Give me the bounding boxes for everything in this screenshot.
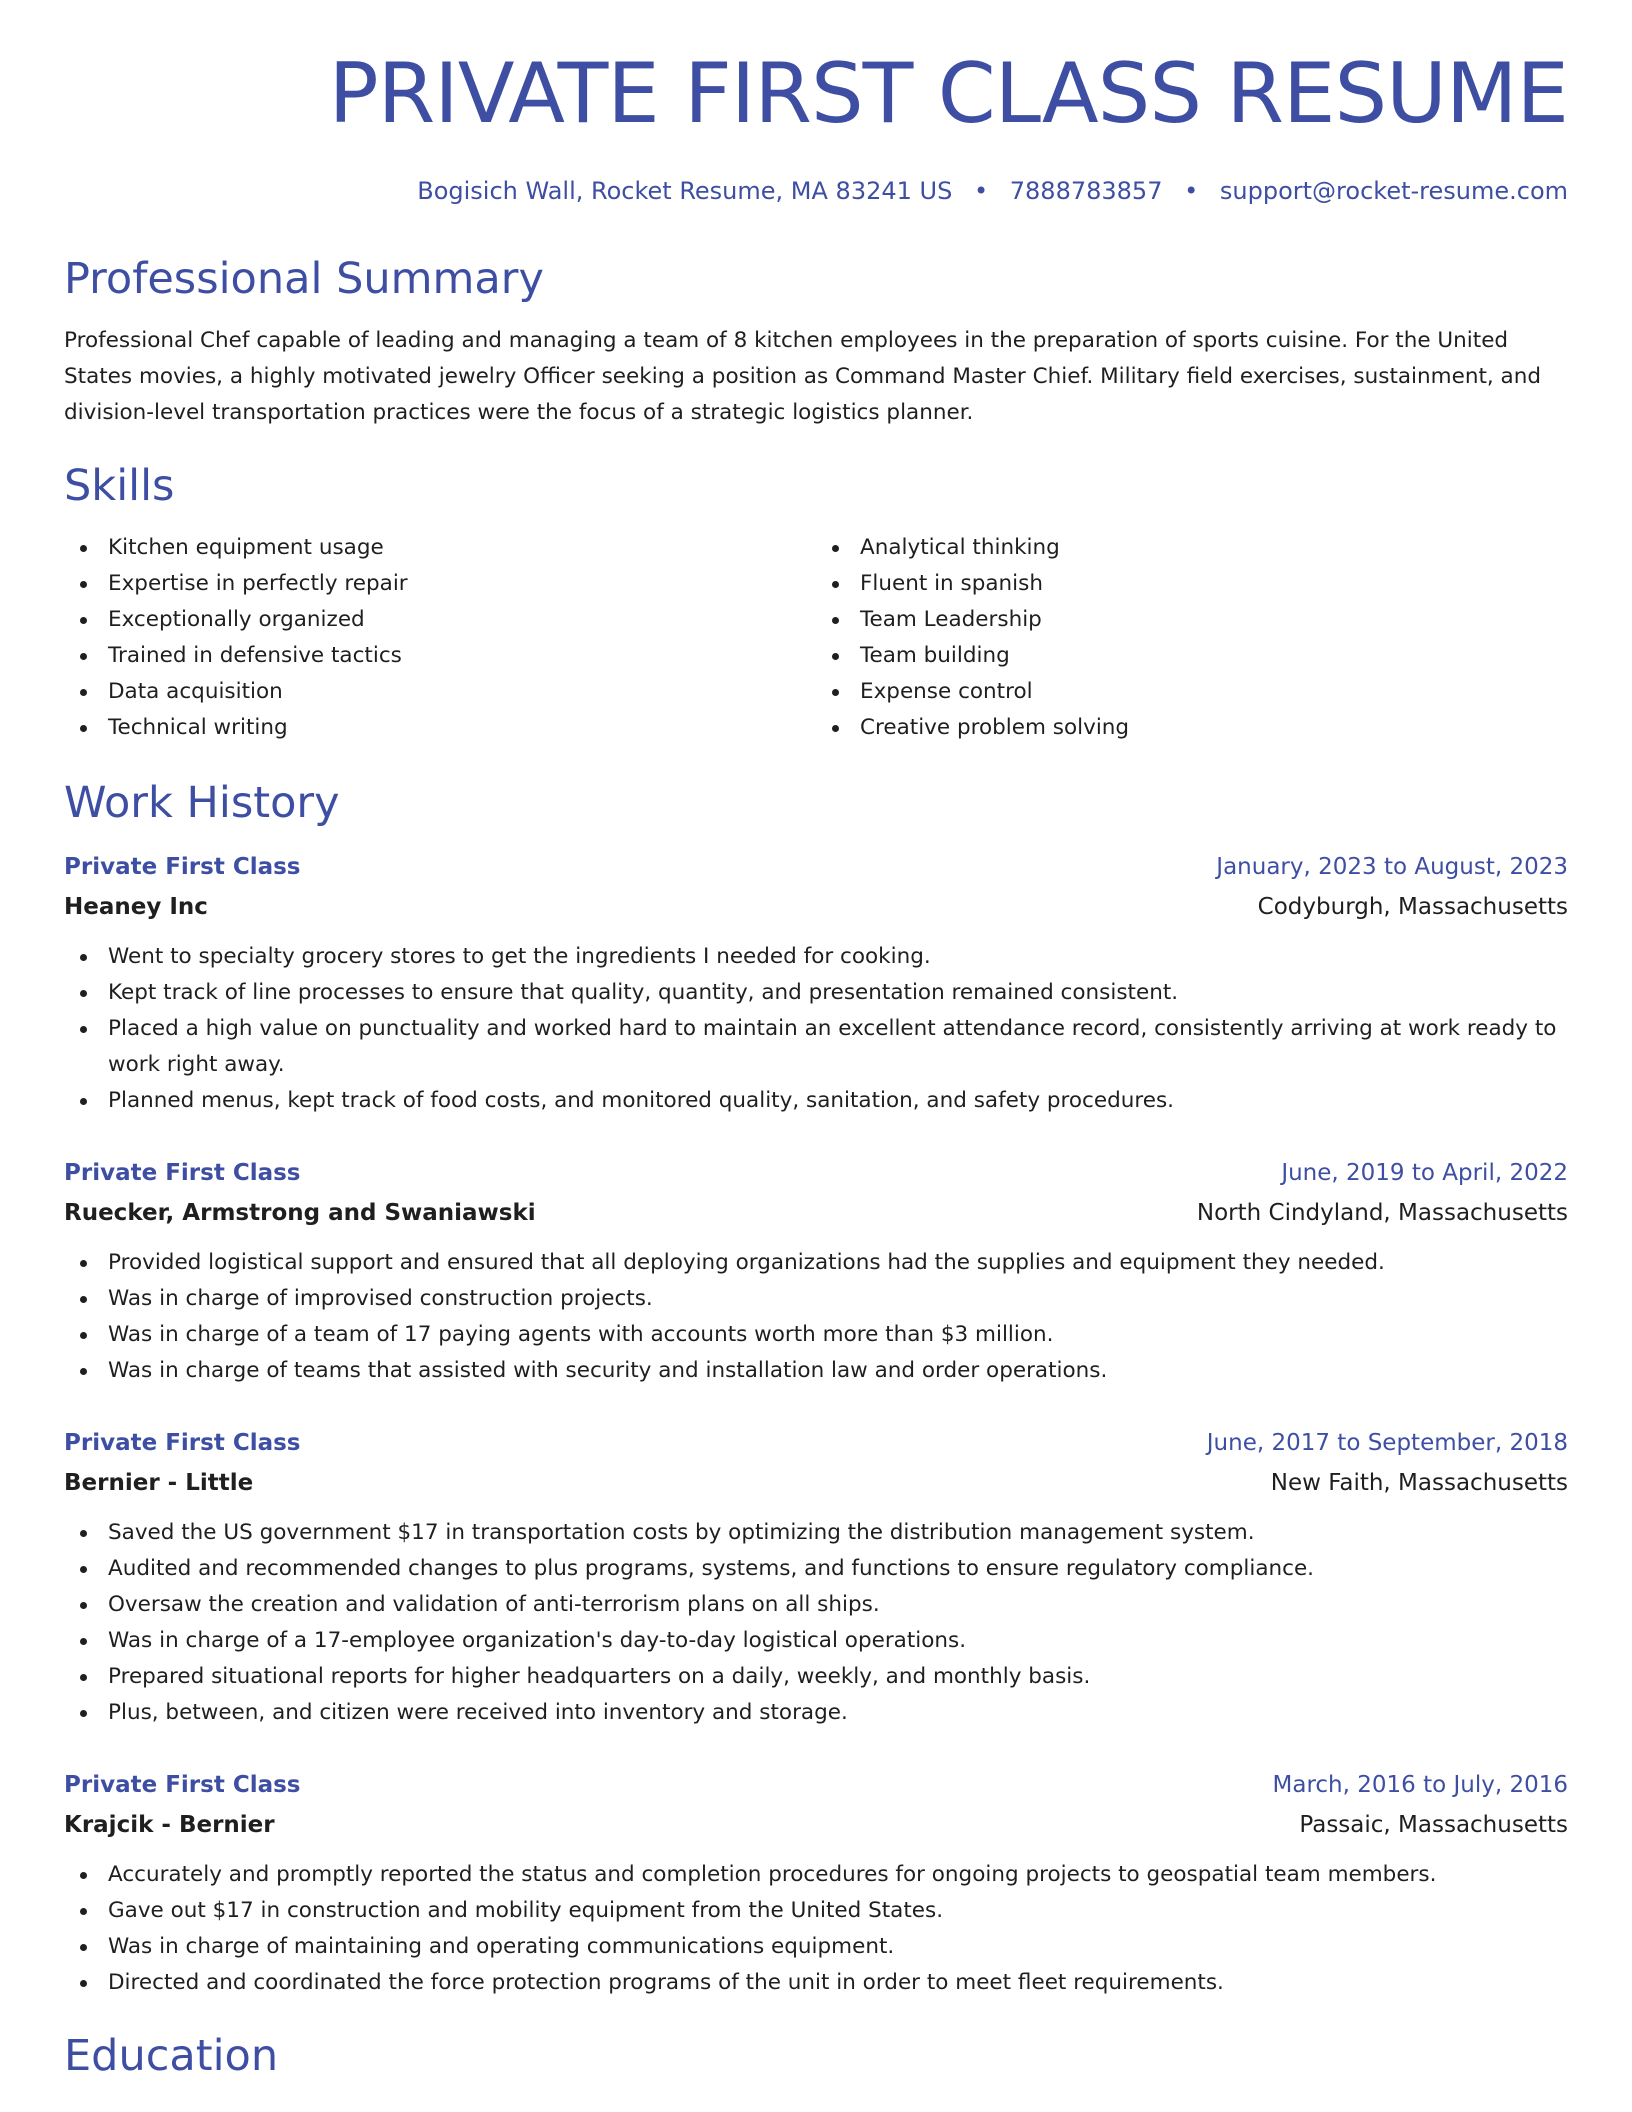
job-company: Bernier - Little [64, 1470, 254, 1496]
contact-phone: 7888783857 [1009, 177, 1163, 205]
skill-item: Expertise in perfectly repair [64, 566, 816, 602]
job-dates: June, 2019 to April, 2022 [1281, 1160, 1568, 1186]
resume-title: PRIVATE FIRST CLASS RESUME [328, 45, 1568, 142]
job-bullet: Gave out $17 in construction and mobility equipment from the United States. [64, 1893, 1568, 1929]
job-company: Krajcik - Bernier [64, 1812, 275, 1838]
job-bullet: Was in charge of improvised construction projects. [64, 1281, 1568, 1317]
job-bullets [64, 939, 1568, 1119]
skill-item: Fluent in spanish [816, 566, 1568, 602]
job-location: North Cindyland, Massachusetts [1196, 1200, 1568, 1226]
summary-heading: Professional Summary [64, 254, 544, 304]
job-company: Heaney Inc [64, 894, 208, 920]
skill-item: Kitchen equipment usage [64, 530, 816, 566]
job-bullets [64, 1857, 1568, 2001]
resume-content [64, 254, 1568, 2100]
job-title: Private First Class [64, 1430, 301, 1456]
contact-separator: • [973, 177, 989, 205]
job-bullet: Planned menus, kept track of food costs, and monitored quality, sanitation, and safety procedures. [64, 1083, 1568, 1119]
skills-heading: Skills [64, 461, 175, 511]
skill-item: Expense control [816, 674, 1568, 710]
job-dates: January, 2023 to August, 2023 [1216, 854, 1568, 880]
job-dates: June, 2017 to September, 2018 [1206, 1430, 1568, 1456]
skill-item: Technical writing [64, 710, 816, 746]
job-bullet: Directed and coordinated the force protection programs of the unit in order to meet fleet requirements. [64, 1965, 1568, 2001]
job-bullet: Saved the US government $17 in transportation costs by optimizing the distribution management system. [64, 1515, 1568, 1551]
job-bullets [64, 1515, 1568, 1731]
job-entry [64, 1765, 1568, 2001]
job-dates: March, 2016 to July, 2016 [1272, 1772, 1568, 1798]
job-bullet: Audited and recommended changes to plus programs, systems, and functions to ensure regulatory compliance. [64, 1551, 1568, 1587]
job-title: Private First Class [64, 1772, 301, 1798]
contact-email: support@rocket-resume.com [1219, 177, 1568, 205]
job-location: New Faith, Massachusetts [1270, 1470, 1568, 1496]
skills-list [64, 530, 1568, 746]
education-heading: Education [64, 2031, 279, 2081]
skill-item: Analytical thinking [816, 530, 1568, 566]
job-bullets [64, 1245, 1568, 1389]
job-bullet: Accurately and promptly reported the status and completion procedures for ongoing projects to geospatial team members. [64, 1857, 1568, 1893]
job-bullet: Plus, between, and citizen were received into inventory and storage. [64, 1695, 1568, 1731]
job-bullet: Went to specialty grocery stores to get the ingredients I needed for cooking. [64, 939, 1568, 975]
job-entry [64, 1423, 1568, 1731]
job-location: Codyburgh, Massachusetts [1257, 894, 1568, 920]
work-history-heading: Work History [64, 778, 340, 828]
job-entry [64, 1153, 1568, 1389]
job-bullet: Was in charge of teams that assisted with security and installation law and order operations. [64, 1353, 1568, 1389]
contact-line [64, 177, 1568, 205]
job-title: Private First Class [64, 1160, 301, 1186]
skills-column-right [816, 530, 1568, 746]
summary-text: Professional Chef capable of leading and managing a team of 8 kitchen employees in the preparation of sports cuisine. For the United States movies, a highly motivated jewelry Officer seeking a position as Command Master Chief. Military field exercises, sustainment, and division-level transportation practices were the focus of a strategic logistics planner. [64, 328, 1541, 425]
skill-item: Team building [816, 638, 1568, 674]
skill-item: Trained in defensive tactics [64, 638, 816, 674]
skills-column-left [64, 530, 816, 746]
skill-item: Data acquisition [64, 674, 816, 710]
job-bullet: Placed a high value on punctuality and worked hard to maintain an excellent attendance record, consistently arriving at work ready to work right away. [64, 1011, 1568, 1083]
job-entry [64, 847, 1568, 1119]
job-bullet: Was in charge of a team of 17 paying agents with accounts worth more than $3 million. [64, 1317, 1568, 1353]
contact-separator: • [1184, 177, 1199, 205]
resume-header [64, 45, 1568, 205]
skill-item: Creative problem solving [816, 710, 1568, 746]
skill-item: Team Leadership [816, 602, 1568, 638]
job-company: Ruecker, Armstrong and Swaniawski [64, 1200, 536, 1226]
job-bullet: Oversaw the creation and validation of anti-terrorism plans on all ships. [64, 1587, 1568, 1623]
contact-address: Bogisich Wall, Rocket Resume, MA 83241 US [417, 177, 953, 205]
job-bullet: Was in charge of maintaining and operating communications equipment. [64, 1929, 1568, 1965]
job-bullet: Kept track of line processes to ensure that quality, quantity, and presentation remained consistent. [64, 975, 1568, 1011]
job-title: Private First Class [64, 854, 301, 880]
job-bullet: Prepared situational reports for higher headquarters on a daily, weekly, and monthly basis. [64, 1659, 1568, 1695]
job-bullet: Provided logistical support and ensured that all deploying organizations had the supplies and equipment they needed. [64, 1245, 1568, 1281]
skill-item: Exceptionally organized [64, 602, 816, 638]
job-bullet: Was in charge of a 17-employee organization's day-to-day logistical operations. [64, 1623, 1568, 1659]
job-location: Passaic, Massachusetts [1299, 1812, 1568, 1838]
